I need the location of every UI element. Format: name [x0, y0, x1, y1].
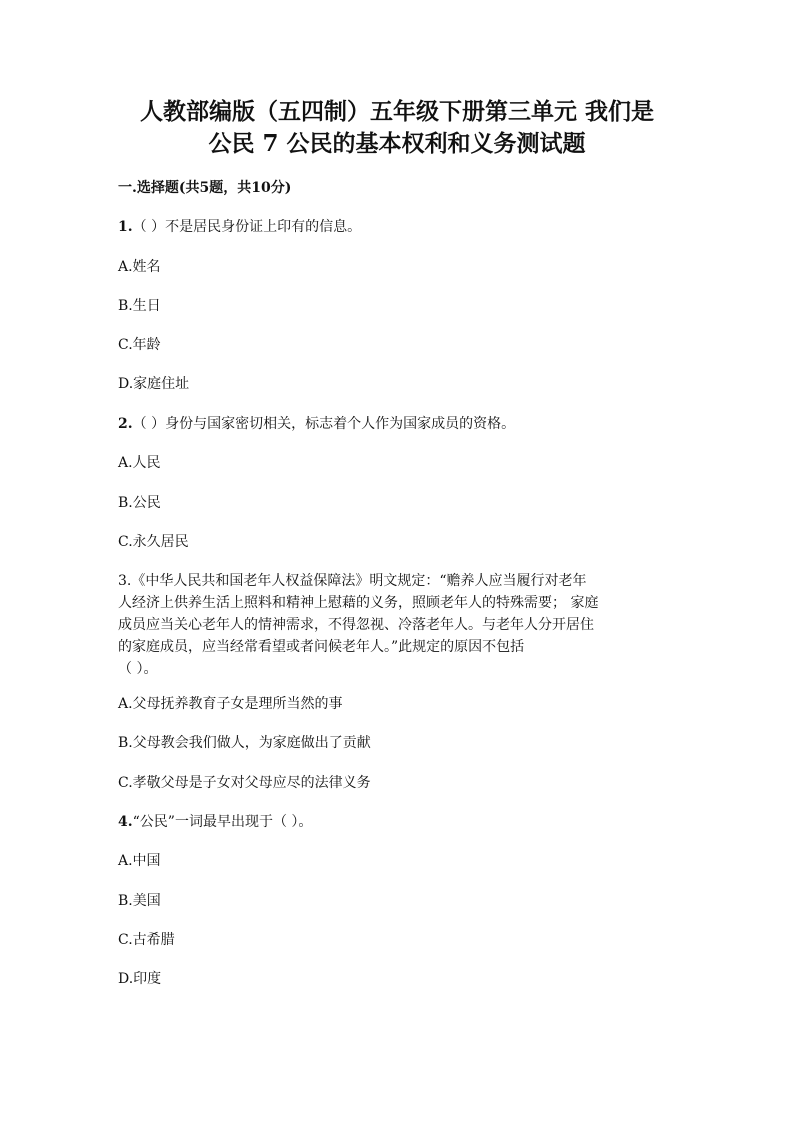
- question-3-stem-line-5: （ ）。: [118, 661, 158, 677]
- question-3-option-c: C.孝敬父母是子女对父母应尽的法律义务: [118, 775, 371, 791]
- question-2-option-c: C.永久居民: [118, 534, 189, 550]
- question-3-stem-line-1: 3.《中华人民共和国老年人权益保障法》明文规定：“赡养人应当履行对老年: [118, 573, 587, 589]
- question-4-number: 4.: [118, 814, 133, 830]
- question-1-option-b: B.生日: [118, 298, 161, 314]
- question-1-stem: [118, 217, 361, 237]
- question-4-option-a: A.中国: [118, 853, 161, 869]
- question-4-option-d: D.印度: [118, 971, 162, 987]
- question-2-option-b: B.公民: [118, 495, 161, 511]
- question-4-option-c: C.古希腊: [118, 932, 175, 948]
- question-1-number: 1.: [118, 219, 133, 235]
- document-title-line-2: 公民 7 公民的基本权利和义务测试题: [208, 130, 586, 157]
- question-4-text: “公民”一词最早出现于（ ）。: [132, 814, 313, 830]
- question-3-option-b: B.父母教会我们做人，为家庭做出了贡献: [118, 735, 371, 751]
- document-title-line-1: 人教部编版（五四制）五年级下册第三单元 我们是: [139, 98, 654, 125]
- question-1-option-d: D.家庭住址: [118, 376, 190, 392]
- question-2-text: （ ）身份与国家密切相关，标志着个人作为国家成员的资格。: [132, 416, 516, 432]
- question-1-option-c: C.年龄: [118, 337, 161, 353]
- question-4-option-b: B.美国: [118, 893, 161, 909]
- question-3-stem: [118, 570, 678, 680]
- question-2-stem: [118, 414, 515, 434]
- section-heading: 一.选择题(共5题，共10分): [118, 180, 292, 196]
- question-2-number: 2.: [118, 416, 133, 432]
- question-2-option-a: A.人民: [118, 455, 161, 471]
- question-1-text: （ ）不是居民身份证上印有的信息。: [132, 219, 362, 235]
- question-4-stem: [118, 812, 312, 832]
- question-3-stem-line-4: 的家庭成员，应当经常看望或者问候老年人。”此规定的原因不包括: [118, 639, 525, 655]
- question-1-option-a: A.姓名: [118, 259, 161, 275]
- question-3-stem-line-2: 人经济上供养生活上照料和精神上慰藉的义务，照顾老年人的特殊需要； 家庭: [118, 595, 599, 611]
- question-3-option-a: A.父母抚养教育子女是理所当然的事: [118, 696, 343, 712]
- question-3-stem-line-3: 成员应当关心老年人的情神需求，不得忽视、冷落老年人。与老年人分开居住: [118, 617, 594, 633]
